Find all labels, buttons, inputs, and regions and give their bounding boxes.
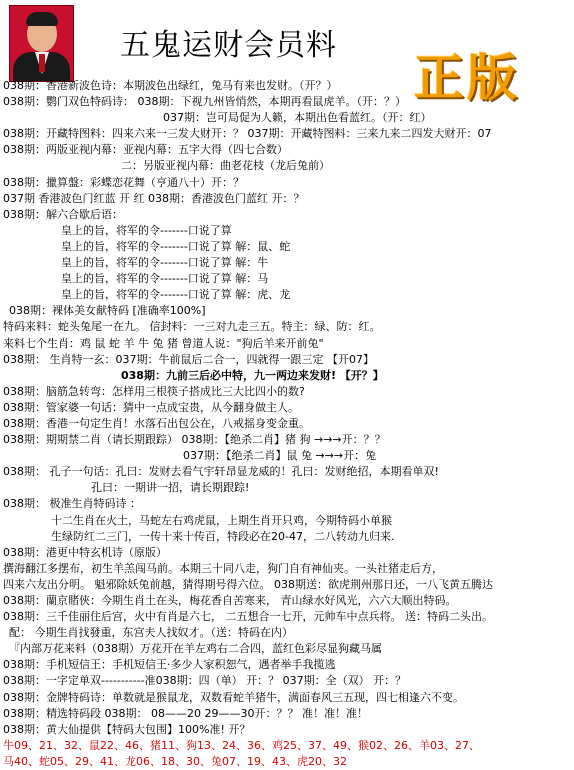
text-line: 二：另版亚视内幕：曲老花枝（龙后兔前） [121,159,330,173]
text-line: 038期：三千佳丽住后宫，火中有肖是六七， 二五想合一七开，元帅车中点兵将。 送：特码二头出。 [3,610,493,624]
text-line: 038期：港更中特玄机诗（原版） [3,545,167,559]
text-line: 皇上的旨，将军的令-------口说了算 解：鼠、蛇 [61,239,291,253]
text-line: 038期：香港新波色诗：本期波色出绿红，兔马有来也发财。（开？） [3,79,338,92]
portrait-hair-shape [26,12,58,26]
zhengban-stamp: 正版 [414,49,520,107]
text-line: 038期：鹦门双色特码诗： 038期：下视九州皆悄然，本期再看鼠虎羊。（开：？） [3,95,406,109]
text-line: 038期：两版亚视内幕：亚视内幕：五字大得（四七合数） [3,143,288,157]
text-line: 038期：精选特码段 038期： 08——20 29——30开：？？ 准！准！准！ [3,706,368,720]
text-line: 配： 今期生肖找發重，东宫夫人找奴才。（送：特码在内） [9,626,293,640]
text-line: 038期：裸体美女献特码 [准确率100%] [9,304,206,318]
text-line: 038期：一字定单双-----------准038期：四（单） 开：？ 037期：全（双） 开：？ [3,674,407,688]
text-line: 皇上的旨，将军的令-------口说了算 解：牛 [61,256,269,270]
text-line: 038期：香港一句定生肖！水落石出包公在，八戒摇身变金重。 [3,416,310,430]
text-line: 孔曰：一期讲一招，请长期跟踪! [91,481,250,495]
text-line: 038期： 极准生肖特码诗 ： [3,497,141,511]
text-line: 038期： 孔子一句话：孔曰：发财去看气宇轩昂显龙威的！孔曰：发财绝招，本期看单双! [3,465,439,479]
text-line: 皇上的旨，将军的令-------口说了算 解：马 [61,272,269,286]
text-line: 皇上的旨，将军的令-------口说了算 [61,223,232,237]
text-line: 038期：蘭京賭俠：今期生肖土在头，梅花香自苦寒来， 青山绿水好风光，六六大顺出特码。 [3,594,457,607]
text-line: 038期：九前三后必中特，九一两边来发财! 【开？】 [121,368,384,382]
text-line: 038期：黄大仙提供【特码大包围】100%准! 开？ [3,722,251,736]
text-line: 038期：管家婆一句话：猜中一点成宝贵，从今翻身做主人。 [3,400,299,414]
text-line: 038期：脑筋急转弯：怎样用三根筷子搭成比三大比四小的数? [3,384,305,398]
forecast-text-body [3,78,571,770]
text-line: 038期：期期禁二肖（请长期跟踪） 038期：【绝杀二肖】猪 狗 →→→开：？？ [3,433,386,447]
text-line: 撰海翻江多摆布，初生羊羔闯马前。本期三十同八走，狗门自有神仙夹。一头社猪走后方， [3,561,443,575]
text-line: 038期：擸算盤：彩蝶恋花舞（亨通八十）开：？ [3,175,244,189]
text-line: 038期：手机短信王：手机短信王·多少人家积恕气，遇者举手我揽逃 [3,658,336,672]
page-title: 五鬼运财会员料 [120,28,337,63]
text-line: 十二生肖在火土，马蛇左右鸡虎鼠，上期生肖开只鸡，今期特码小单猴 [51,513,392,527]
text-line: 『内部万花来料（038期）万花开在羊左鸡右二合四，蓝红色彩尽显狗藏马属 [9,642,382,656]
text-line: 037期：岂可局促为人籁，本期出色看蓝红。（开：红） [163,111,432,125]
text-line: 来料七个生肖：鸡 鼠 蛇 羊 牛 兔 猪 曾道人说："狗后羊来开前兔" [3,336,324,350]
text-line: 037期：【绝杀二肖】鼠 兔 →→→开：兔 [183,449,377,463]
text-line: 038期：开藏特图料：四来六来一三发大财开：？ 037期：开藏特图料：三来九来二四发大财开：07 [3,127,492,141]
text-line: 038期：解六合歇后语： [3,207,123,221]
text-line: 038期： 生肖特一玄：037期：牛前鼠后二合一，四就得一跟三定 【开07】 [3,352,374,366]
text-line: 皇上的旨，将军的令-------口说了算 解：虎、龙 [61,288,291,302]
text-line: 037期 香港波色门红蓝 开 红 038期：香港波色门蓝红 开：？ [3,191,305,205]
text-line: 马40、蛇05、29、41、龙06、18、30、兔07、19、43、虎20、32 [3,754,347,768]
portrait-tie-shape [39,54,45,72]
text-line: 038期：金牌特码诗：单数就是猴鼠龙，双数看蛇羊猪牛，满面春风三五现，四七相逢六不变。 [3,690,464,704]
text-line: 生绿防红二三门，一传十来十传百，特段必在20-47，二八转动九归来. [51,529,395,543]
text-line: 特码来料：蛇头兔尾一在九。 信封料：一三对九走三五。特主：绿、防：红。 [3,320,381,334]
text-line: 牛09、21、32、鼠22、46、猪11、狗13、24、36、鸡25、37、49、猴02、26、羊03、27、 [3,738,480,752]
text-line: 四来六友出分明。 魁邪除妖兔前越，猜得期号得六位。 038期送：欲虎荆州那日还，一八飞黄五腾达 [3,577,493,591]
portrait-photo [9,5,74,82]
